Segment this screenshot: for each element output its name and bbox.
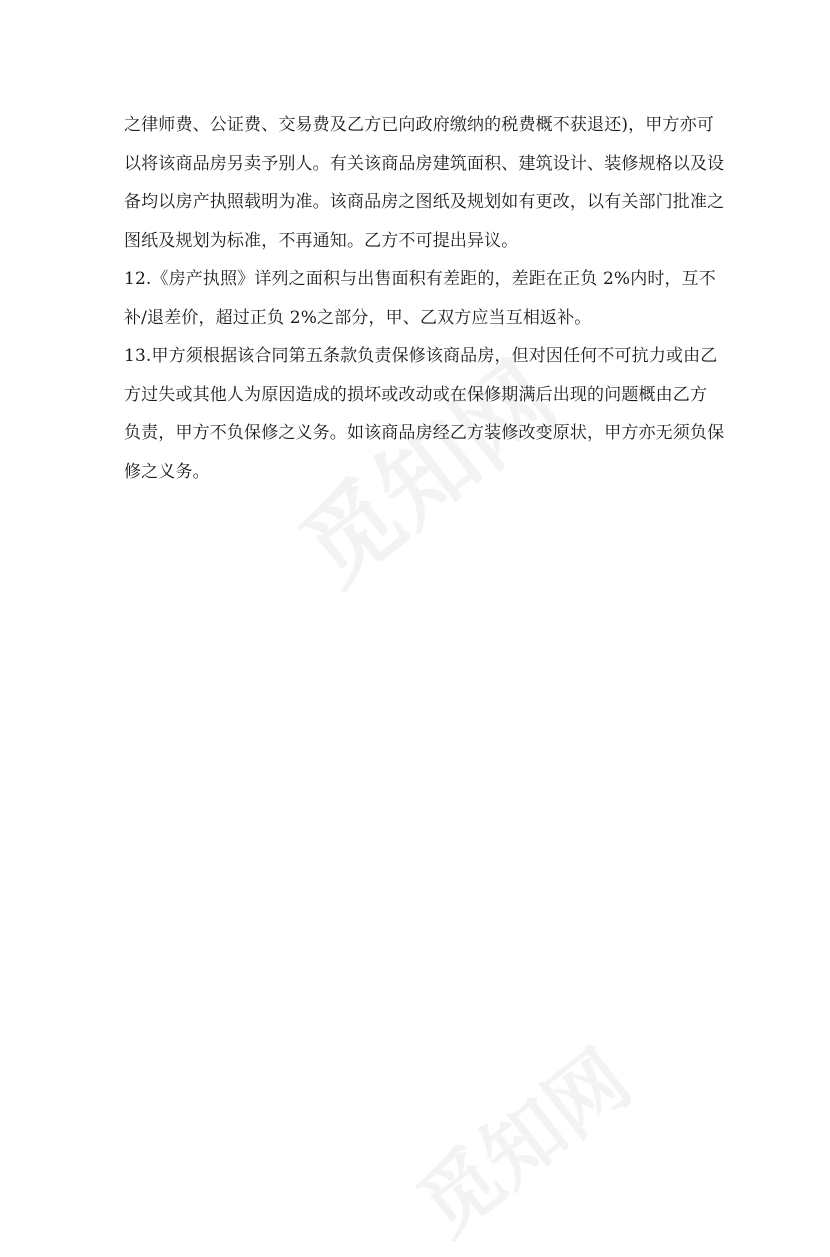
clause-12-line: 补/退差价，超过正负 2%之部分，甲、乙双方应当互相返补。: [124, 307, 592, 328]
paragraph-line: 图纸及规划为标准，不再通知。乙方不可提出异议。: [124, 230, 519, 251]
clause-13-line: 13.甲方须根据该合同第五条款负责保修该商品房，但对因任何不可抗力或由乙: [124, 346, 718, 366]
document-body: [124, 106, 725, 491]
paragraph-line: 备均以房产执照载明为准。该商品房之图纸及规划如有更改，以有关部门批准之: [124, 192, 725, 212]
watermark-logo-bottom: [390, 1018, 650, 1256]
clause-13-line: 修之义务。: [124, 461, 210, 482]
clause-12-line: 12.《房产执照》详列之面积与出售面积有差距的，差距在正负 2%内时，互不: [124, 269, 716, 289]
paragraph-line: 以将该商品房另卖予别人。有关该商品房建筑面积、建筑设计、装修规格以及设: [124, 153, 725, 174]
clause-13-line: 负责，甲方不负保修之义务。如该商品房经乙方装修改变原状，甲方亦无须负保: [124, 423, 725, 443]
clause-13-line: 方过失或其他人为原因造成的损坏或改动或在保修期满后出现的问题概由乙方: [124, 384, 708, 405]
paragraph-line: 之律师费、公证费、交易费及乙方已向政府缴纳的税费概不获退还)，甲方亦可: [124, 115, 714, 135]
